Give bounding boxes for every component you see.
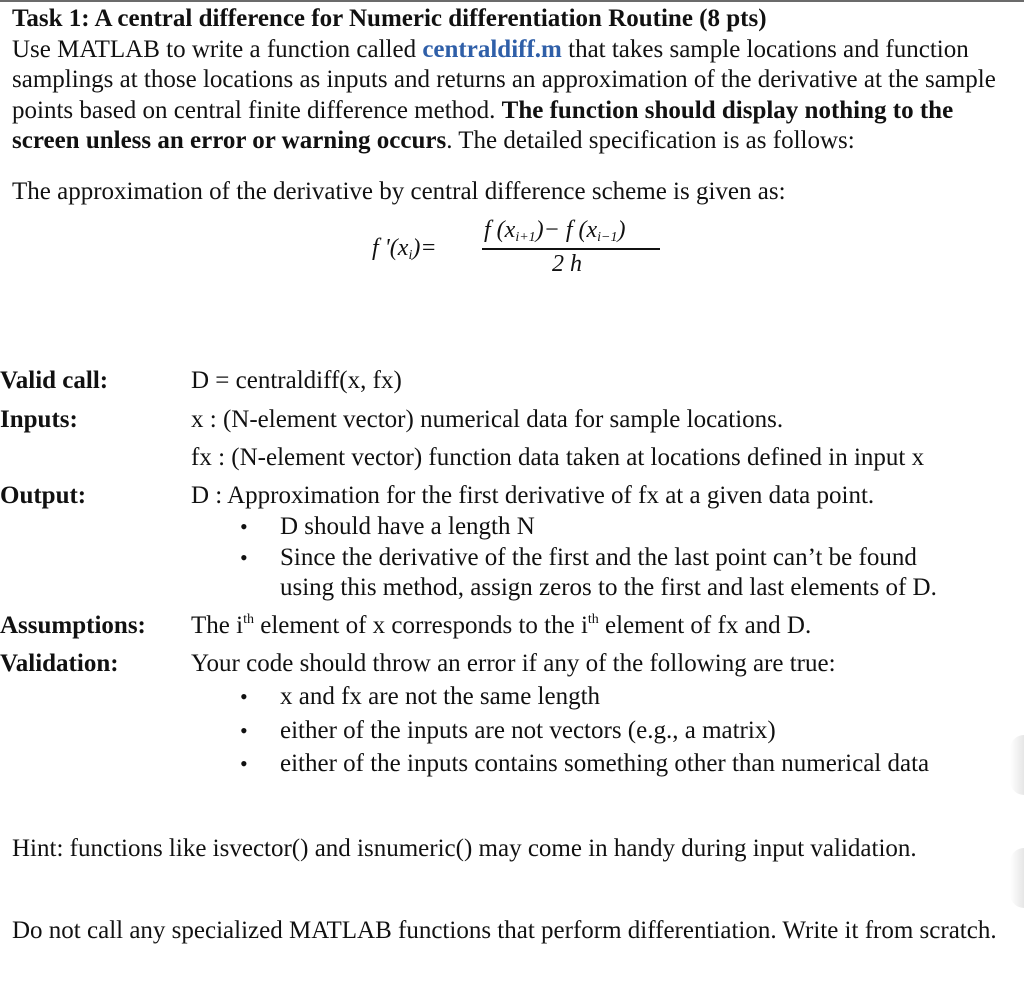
output-bullet-text: using this method, assign zeros to the first and last elements of D. bbox=[280, 574, 937, 601]
validation-label: Validation: bbox=[0, 650, 119, 677]
intro-text-pre: Use MATLAB to write a function called bbox=[12, 35, 423, 63]
bullet-dot: • bbox=[240, 514, 248, 539]
hint-paragraph: Hint: functions like isvector() and isnumeric() may come in handy during input validation. bbox=[12, 835, 917, 862]
bullet-dot: • bbox=[240, 545, 248, 570]
assumptions-value: The $i^{th}$ element of x corresponds to the $i^{th}$ element of fx and D. bbox=[191, 612, 812, 639]
output-bullet-text: D should have a length N bbox=[280, 513, 535, 540]
central-difference-formula bbox=[12, 207, 1022, 327]
intro-text-mid: that takes sample locations and function samplings at those locations as inputs and returns an approximation of the derivative at the sample points based on central finite difference method. bbox=[12, 35, 996, 124]
valid-call-value: D = centraldiff(x, fx) bbox=[191, 367, 402, 394]
task-header bbox=[12, 4, 1022, 157]
edge-shadow bbox=[1010, 848, 1024, 908]
function-name: centraldiff.m bbox=[422, 35, 562, 63]
input-x-description: x : (N-element vector) numerical data for sample locations. bbox=[191, 406, 784, 433]
inputs-label: Inputs: bbox=[0, 406, 78, 433]
task-title: Task 1: A central difference for Numeric differentiation Routine (8 pts) bbox=[12, 5, 767, 32]
formula-lhs: f '$(x_i)=$ bbox=[372, 235, 437, 263]
validation-bullet-text: either of the inputs are not vectors (e.g., a matrix) bbox=[280, 717, 776, 744]
valid-call-label: Valid call: bbox=[0, 367, 109, 394]
assumptions-label: Assumptions: bbox=[0, 612, 146, 639]
intro-text-post: . The detailed specification is as follows: bbox=[446, 127, 855, 154]
edge-shadow bbox=[1010, 735, 1024, 795]
validation-value: Your code should throw an error if any of the following are true: bbox=[191, 650, 836, 677]
bullet-dot: • bbox=[240, 718, 248, 743]
document-page bbox=[12, 4, 1022, 327]
validation-bullet-text: x and fx are not the same length bbox=[280, 683, 601, 710]
fraction-bar bbox=[482, 248, 660, 250]
input-fx-description: fx : (N-element vector) function data taken at locations defined in input x bbox=[191, 444, 925, 471]
bullet-dot: • bbox=[240, 684, 248, 709]
formula-intro: The approximation of the derivative by central difference scheme is given as: bbox=[12, 177, 786, 205]
intro-bold-requirement: The function should display nothing to the screen unless an error or warning occurs bbox=[12, 96, 954, 154]
output-description: D : Approximation for the first derivative of fx at a given data point. bbox=[191, 482, 875, 509]
validation-bullet-text: either of the inputs contains something other than numerical data bbox=[280, 750, 930, 777]
output-label: Output: bbox=[0, 482, 87, 509]
formula-denominator: 2 h bbox=[552, 251, 582, 277]
note-paragraph: Do not call any specialized MATLAB functions that perform differentiation. Write it from scratch. bbox=[12, 917, 997, 944]
formula-numerator: f $(x_{i+1})- f$ $(x_{i-1})$ bbox=[484, 217, 626, 245]
bullet-dot: • bbox=[240, 751, 248, 776]
top-rule bbox=[0, 0, 1024, 2]
output-bullet-text: Since the derivative of the first and the last point can’t be found bbox=[280, 544, 917, 571]
